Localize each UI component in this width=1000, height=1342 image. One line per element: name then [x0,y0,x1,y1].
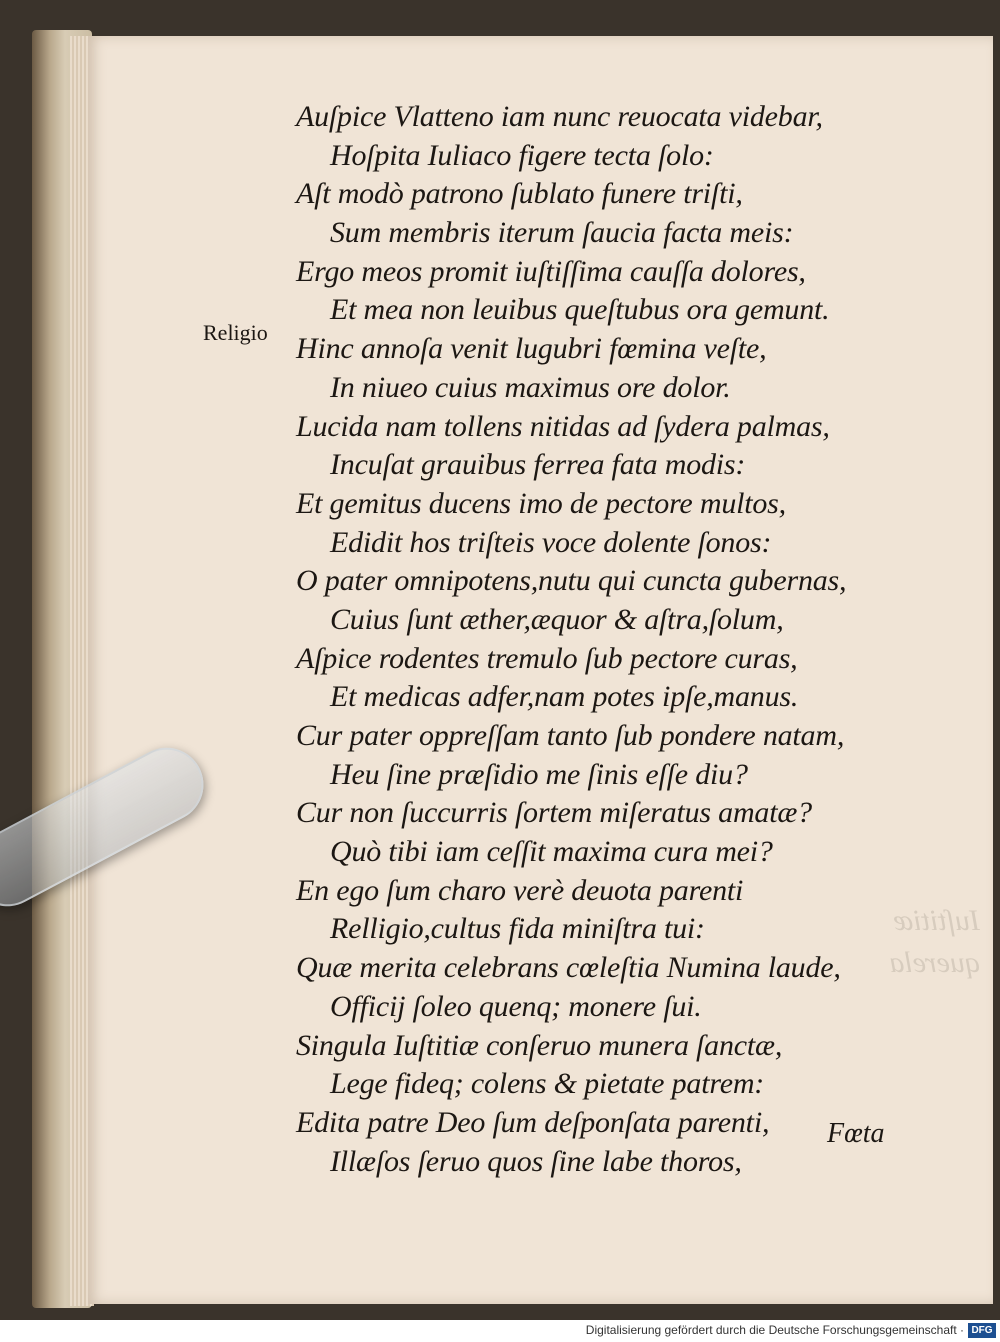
verse-line: Et mea non leuibus queſtubus ora gemunt. [330,293,830,327]
verse-line: Hoſpita Iuliaco figere tecta ſolo: [330,138,714,172]
catchword: Fœta [827,1118,885,1149]
verse-line: Incuſat grauibus ferrea fata modis: [330,448,746,482]
verse-line: Aſpice rodentes tremulo ſub pectore curas, [296,641,798,675]
verse-line: Lege fideq; colens & pietate patrem: [330,1067,765,1101]
digitization-footer [0,1320,1000,1342]
verse-line: In niueo cuius maximus ore dolor. [330,370,731,404]
verse-line: Aſt modò patrono ſublato funere triſti, [296,177,743,211]
marginal-note: Religio [203,320,268,345]
verse-line: Lucida nam tollens nitidas ad ſydera palmas, [296,409,830,443]
poem-text-block [296,98,936,1181]
verse-line: Illæſos ſeruo quos ſine labe thoros, [330,1144,742,1178]
verse-line: Heu ſine præſidio me ſinis eſſe diu? [330,757,748,791]
bleed-line: querela [889,946,980,979]
verse-line: Quæ merita celebrans cœleſtia Numina laude, [296,951,841,985]
verse-line: Et medicas adfer,nam potes ipſe,manus. [330,680,799,714]
verse-line: Hinc annoſa venit lugubri fœmina veſte, [296,332,767,366]
verse-line: Cuius ſunt æther,æquor & aſtra,ſolum, [330,602,784,636]
verse-line: Edidit hos triſteis voce dolente ſonos: [330,525,772,559]
verse-line: Ergo meos promit iuſtiſſima cauſſa dolores, [296,254,806,288]
verse-line: Cur pater oppreſſam tanto ſub pondere natam, [296,719,845,752]
verse-line: En ego ſum charo verè deuota parenti [296,873,744,907]
verse-line: Et gemitus ducens imo de pectore multos, [296,486,786,520]
verse-line: Auſpice Vlatteno iam nunc reuocata videbar, [296,100,823,133]
verse-line: Quò tibi iam ceſſit maxima cura mei? [330,835,773,869]
verse-line: Relligio,cultus fida miniſtra tui: [330,912,705,946]
verse-line: Cur non ſuccurris ſortem miſeratus amatæ? [296,796,812,830]
funding-credit: Digitalisierung gefördert durch die Deutsche Forschungsgemeinschaft · [585,1323,964,1337]
bleed-line: Iuſtitiæ [893,904,980,937]
verse-line: Singula Iuſtitiæ conſeruo munera ſanctæ, [296,1028,783,1062]
verse-line: Officij ſoleo quenq; monere ſui. [330,989,702,1023]
verse-line: Edita patre Deo ſum deſponſata parenti, [296,1105,770,1139]
verse-line: Sum membris iterum ſaucia facta meis: [330,216,794,250]
dfg-logo: DFG [968,1323,996,1338]
verse-line: O pater omnipotens,nutu qui cuncta gubernas, [296,564,847,598]
